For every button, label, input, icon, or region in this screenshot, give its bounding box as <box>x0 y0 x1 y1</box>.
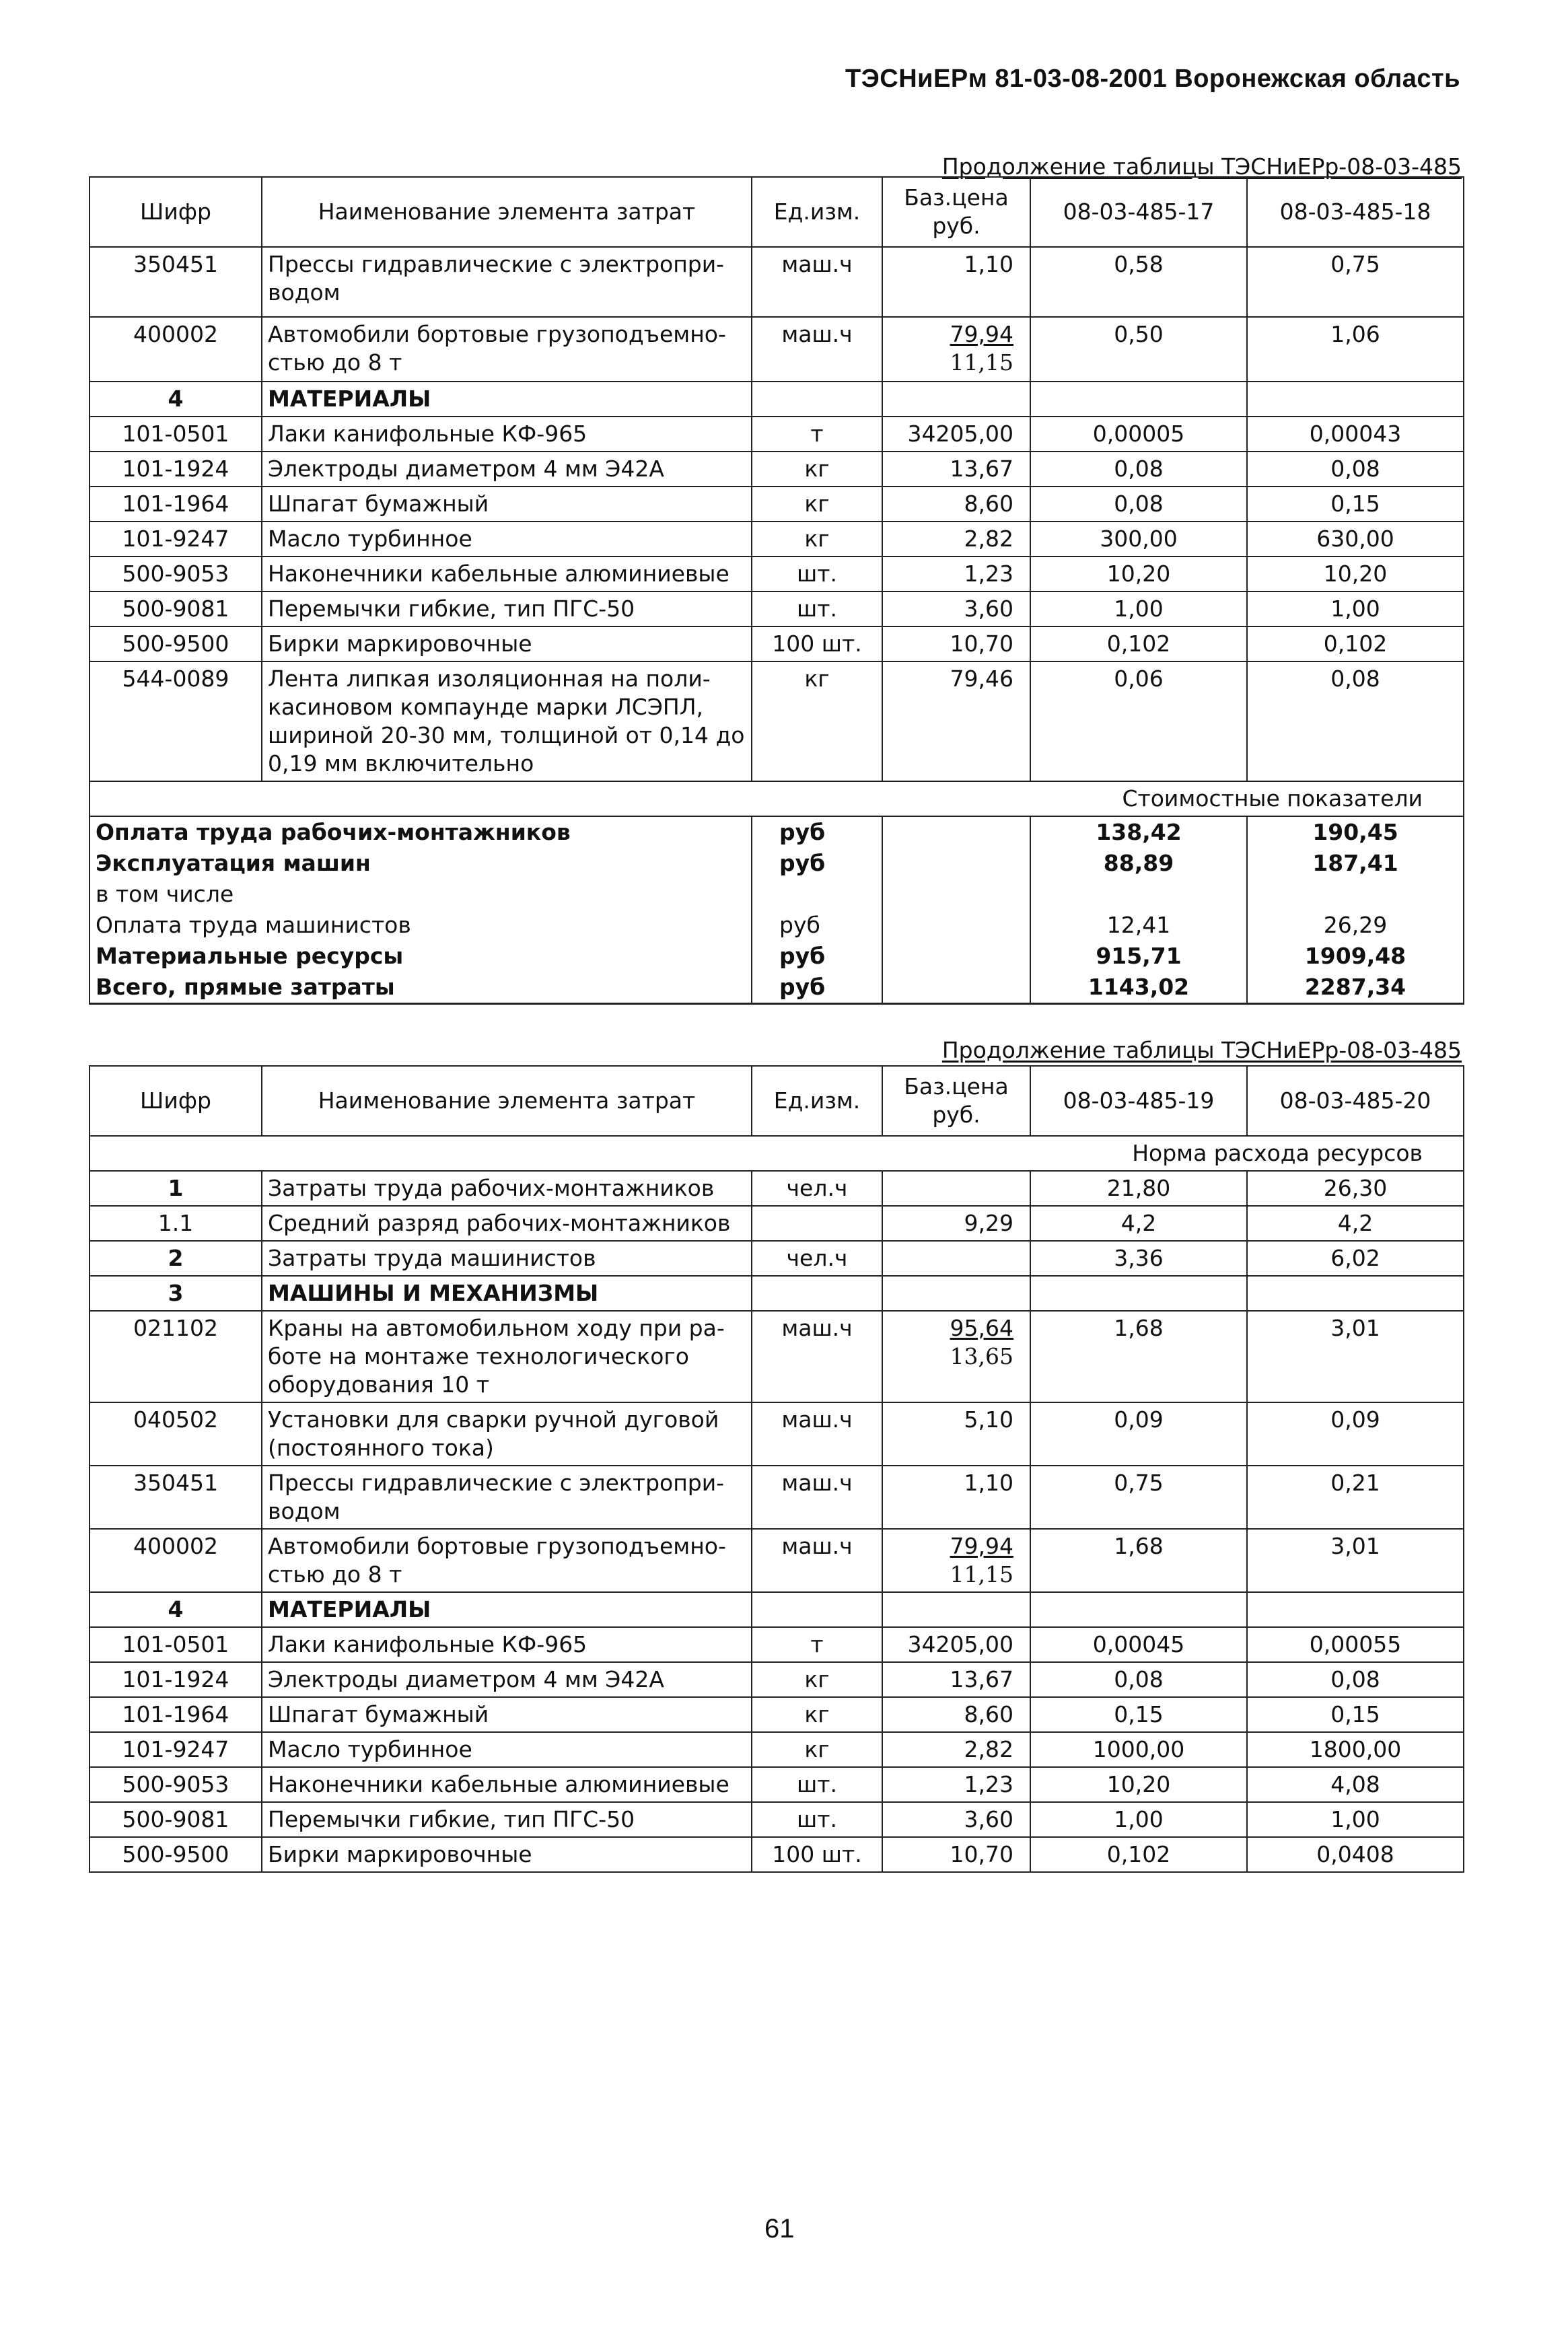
row-value-1: 1,68 <box>1030 1311 1247 1402</box>
row-name: Электроды диаметром 4 мм Э42А <box>262 1662 752 1697</box>
row-value-1: 0,50 <box>1030 317 1247 382</box>
norm-header-row <box>90 1136 1464 1171</box>
summary-value-1: 12,41 <box>1030 910 1247 941</box>
row-value-1: 0,75 <box>1030 1466 1247 1529</box>
col-header-v1: 08-03-485-19 <box>1030 1066 1247 1136</box>
row-name: Лаки канифольные КФ-965 <box>262 1627 752 1662</box>
summary-row <box>90 879 1464 910</box>
empty-cell <box>882 816 1030 848</box>
empty-cell <box>1247 382 1464 417</box>
row-value-2: 0,21 <box>1247 1466 1464 1529</box>
row-value-2: 0,15 <box>1247 487 1464 522</box>
row-value-2: 6,02 <box>1247 1241 1464 1276</box>
price-value: 79,94 <box>950 1533 1013 1559</box>
row-unit: чел.ч <box>752 1171 882 1206</box>
table-row <box>90 1802 1464 1837</box>
price-cell: 2,82 <box>882 522 1030 557</box>
row-name: Лаки канифольные КФ-965 <box>262 417 752 452</box>
row-unit: кг <box>752 661 882 781</box>
row-name: Электроды диаметром 4 мм Э42А <box>262 452 752 487</box>
empty-cell <box>752 1276 882 1311</box>
row-value-1: 0,58 <box>1030 247 1247 317</box>
price-cell <box>882 317 1030 382</box>
table1-header-row <box>90 177 1464 247</box>
row-value-2: 10,20 <box>1247 557 1464 591</box>
norm-header: Норма расхода ресурсов <box>90 1136 1464 1171</box>
col-header-unit: Ед.изм. <box>752 177 882 247</box>
row-code: 500-9500 <box>90 1837 262 1872</box>
price-cell: 34205,00 <box>882 417 1030 452</box>
row-code: 400002 <box>90 317 262 382</box>
row-name: Бирки маркировочные <box>262 1837 752 1872</box>
empty-cell <box>882 1276 1030 1311</box>
empty-cell <box>882 910 1030 941</box>
row-code: 101-1964 <box>90 487 262 522</box>
price-secondary: 11,15 <box>950 349 1013 375</box>
row-value-1: 1000,00 <box>1030 1732 1247 1767</box>
summary-unit: руб <box>752 910 882 941</box>
price-secondary: 13,65 <box>950 1343 1013 1369</box>
row-value-2: 0,00043 <box>1247 417 1464 452</box>
summary-row <box>90 972 1464 1004</box>
col-header-price: Баз.цена руб. <box>882 177 1030 247</box>
table-row <box>90 452 1464 487</box>
table-row <box>90 417 1464 452</box>
row-code: 101-1924 <box>90 1662 262 1697</box>
col-header-code: Шифр <box>90 177 262 247</box>
row-name: Автомобили бортовые грузоподъемно-стью до 8 т <box>262 1529 752 1592</box>
row-unit: т <box>752 417 882 452</box>
row-value-1: 1,68 <box>1030 1529 1247 1592</box>
row-name: Лента липкая изоляционная на поли-касиновом компаунде марки ЛСЭПЛ, шириной 20-30 мм, толщиной от 0,14 до 0,19 мм включительно <box>262 661 752 781</box>
row-name: Прессы гидравлические с электропри-водом <box>262 1466 752 1529</box>
table1-caption: Продолжение таблицы ТЭСНиЕРр-08-03-485 <box>941 153 1462 180</box>
summary-unit <box>752 879 882 910</box>
col-header-v2: 08-03-485-18 <box>1247 177 1464 247</box>
row-unit: шт. <box>752 591 882 626</box>
col-header-unit: Ед.изм. <box>752 1066 882 1136</box>
row-value-2: 0,75 <box>1247 247 1464 317</box>
row-value-1: 0,00045 <box>1030 1627 1247 1662</box>
row-value-1: 0,09 <box>1030 1402 1247 1466</box>
price-cell <box>882 1241 1030 1276</box>
row-code: 500-9053 <box>90 557 262 591</box>
summary-value-2: 26,29 <box>1247 910 1464 941</box>
row-value-1: 1,00 <box>1030 591 1247 626</box>
row-unit: кг <box>752 452 882 487</box>
section-row <box>90 1592 1464 1627</box>
table-row <box>90 522 1464 557</box>
row-code: 040502 <box>90 1402 262 1466</box>
price-cell: 79,46 <box>882 661 1030 781</box>
table2 <box>89 1065 1464 1873</box>
row-name: Прессы гидравлические с электропри-водом <box>262 247 752 317</box>
section-title: МАТЕРИАЛЫ <box>262 382 752 417</box>
col-header-name: Наименование элемента затрат <box>262 177 752 247</box>
row-name: Перемычки гибкие, тип ПГС-50 <box>262 591 752 626</box>
row-name: Масло турбинное <box>262 1732 752 1767</box>
price-cell: 1,23 <box>882 557 1030 591</box>
row-value-2: 4,08 <box>1247 1767 1464 1802</box>
summary-row <box>90 910 1464 941</box>
table-row <box>90 1206 1464 1241</box>
table-row <box>90 247 1464 317</box>
row-name: Масло турбинное <box>262 522 752 557</box>
row-value-2: 3,01 <box>1247 1529 1464 1592</box>
price-cell: 13,67 <box>882 1662 1030 1697</box>
summary-value-1: 138,42 <box>1030 816 1247 848</box>
summary-value-2 <box>1247 879 1464 910</box>
table-row <box>90 1402 1464 1466</box>
section-title: МАТЕРИАЛЫ <box>262 1592 752 1627</box>
summary-label: Оплата труда машинистов <box>90 910 752 941</box>
row-value-2: 0,08 <box>1247 1662 1464 1697</box>
row-code: 350451 <box>90 247 262 317</box>
table-row <box>90 1627 1464 1662</box>
row-unit: шт. <box>752 1802 882 1837</box>
table1 <box>89 176 1464 1005</box>
row-code: 1 <box>90 1171 262 1206</box>
section-row <box>90 382 1464 417</box>
price-cell <box>882 1311 1030 1402</box>
row-unit: маш.ч <box>752 1311 882 1402</box>
summary-row <box>90 848 1464 879</box>
table-row <box>90 1466 1464 1529</box>
summary-label: в том числе <box>90 879 752 910</box>
row-value-1: 0,06 <box>1030 661 1247 781</box>
row-unit: кг <box>752 1662 882 1697</box>
row-unit: маш.ч <box>752 317 882 382</box>
table-row <box>90 591 1464 626</box>
section-code: 3 <box>90 1276 262 1311</box>
row-unit: маш.ч <box>752 1466 882 1529</box>
table-row <box>90 557 1464 591</box>
row-value-1: 0,08 <box>1030 1662 1247 1697</box>
col-header-name: Наименование элемента затрат <box>262 1066 752 1136</box>
table-row <box>90 1311 1464 1402</box>
page-number: 61 <box>764 2214 795 2244</box>
row-name: Наконечники кабельные алюминиевые <box>262 1767 752 1802</box>
row-value-1: 0,08 <box>1030 487 1247 522</box>
price-cell: 1,23 <box>882 1767 1030 1802</box>
price-cell: 5,10 <box>882 1402 1030 1466</box>
section-code: 4 <box>90 382 262 417</box>
row-value-2: 1,06 <box>1247 317 1464 382</box>
row-value-2: 0,09 <box>1247 1402 1464 1466</box>
row-value-1: 0,102 <box>1030 626 1247 661</box>
row-value-2: 0,00055 <box>1247 1627 1464 1662</box>
row-value-2: 630,00 <box>1247 522 1464 557</box>
summary-value-1 <box>1030 879 1247 910</box>
row-code: 500-9500 <box>90 626 262 661</box>
row-code: 021102 <box>90 1311 262 1402</box>
row-unit: 100 шт. <box>752 626 882 661</box>
price-cell: 34205,00 <box>882 1627 1030 1662</box>
row-unit: кг <box>752 1697 882 1732</box>
row-value-1: 3,36 <box>1030 1241 1247 1276</box>
price-cell <box>882 1171 1030 1206</box>
row-unit: т <box>752 1627 882 1662</box>
row-code: 500-9081 <box>90 1802 262 1837</box>
row-code: 101-0501 <box>90 417 262 452</box>
summary-unit: руб <box>752 941 882 972</box>
row-code: 500-9053 <box>90 1767 262 1802</box>
row-value-1: 300,00 <box>1030 522 1247 557</box>
table2-caption: Продолжение таблицы ТЭСНиЕРр-08-03-485 <box>941 1037 1462 1063</box>
row-value-2: 1800,00 <box>1247 1732 1464 1767</box>
summary-value-2: 1909,48 <box>1247 941 1464 972</box>
empty-cell <box>882 382 1030 417</box>
table-row <box>90 1732 1464 1767</box>
row-name: Установки для сварки ручной дуговой (постоянного тока) <box>262 1402 752 1466</box>
empty-cell <box>1247 1276 1464 1311</box>
price-cell <box>882 1529 1030 1592</box>
price-value: 95,64 <box>950 1315 1013 1341</box>
row-name: Затраты труда рабочих-монтажников <box>262 1171 752 1206</box>
row-code: 101-9247 <box>90 1732 262 1767</box>
row-name: Бирки маркировочные <box>262 626 752 661</box>
row-unit: чел.ч <box>752 1241 882 1276</box>
document-title: ТЭСНиЕРм 81-03-08-2001 Воронежская область <box>845 65 1460 93</box>
row-unit <box>752 1206 882 1241</box>
row-value-1: 10,20 <box>1030 1767 1247 1802</box>
summary-unit: руб <box>752 848 882 879</box>
empty-cell <box>1030 382 1247 417</box>
summary-unit: руб <box>752 972 882 1004</box>
col-header-v1: 08-03-485-17 <box>1030 177 1247 247</box>
summary-row <box>90 941 1464 972</box>
row-value-1: 21,80 <box>1030 1171 1247 1206</box>
summary-value-2: 187,41 <box>1247 848 1464 879</box>
row-code: 400002 <box>90 1529 262 1592</box>
row-code: 101-9247 <box>90 522 262 557</box>
cost-header-row <box>90 781 1464 816</box>
summary-value-1: 1143,02 <box>1030 972 1247 1004</box>
table-row <box>90 317 1464 382</box>
table-row <box>90 1171 1464 1206</box>
price-cell: 9,29 <box>882 1206 1030 1241</box>
table-row <box>90 1767 1464 1802</box>
row-value-2: 0,102 <box>1247 626 1464 661</box>
col-header-price: Баз.цена руб. <box>882 1066 1030 1136</box>
price-value: 79,94 <box>950 321 1013 347</box>
table-row <box>90 1837 1464 1872</box>
price-cell: 2,82 <box>882 1732 1030 1767</box>
row-code: 1.1 <box>90 1206 262 1241</box>
row-name: Средний разряд рабочих-монтажников <box>262 1206 752 1241</box>
row-value-2: 0,15 <box>1247 1697 1464 1732</box>
table-row <box>90 626 1464 661</box>
empty-cell <box>882 1592 1030 1627</box>
price-cell: 10,70 <box>882 626 1030 661</box>
row-unit: шт. <box>752 1767 882 1802</box>
row-value-2: 1,00 <box>1247 1802 1464 1837</box>
summary-value-2: 2287,34 <box>1247 972 1464 1004</box>
col-header-v2: 08-03-485-20 <box>1247 1066 1464 1136</box>
row-unit: маш.ч <box>752 1529 882 1592</box>
summary-unit: руб <box>752 816 882 848</box>
row-name: Затраты труда машинистов <box>262 1241 752 1276</box>
empty-cell <box>1247 1592 1464 1627</box>
row-name: Шпагат бумажный <box>262 487 752 522</box>
row-value-2: 3,01 <box>1247 1311 1464 1402</box>
summary-label: Материальные ресурсы <box>90 941 752 972</box>
table2-header-row <box>90 1066 1464 1136</box>
row-code: 101-1924 <box>90 452 262 487</box>
row-name: Наконечники кабельные алюминиевые <box>262 557 752 591</box>
row-value-2: 0,0408 <box>1247 1837 1464 1872</box>
row-value-2: 0,08 <box>1247 661 1464 781</box>
row-name: Краны на автомобильном ходу при ра-боте на монтаже технологического оборудования 10 т <box>262 1311 752 1402</box>
row-name: Перемычки гибкие, тип ПГС-50 <box>262 1802 752 1837</box>
summary-value-2: 190,45 <box>1247 816 1464 848</box>
section-code: 4 <box>90 1592 262 1627</box>
row-unit: шт. <box>752 557 882 591</box>
row-unit: кг <box>752 1732 882 1767</box>
price-cell: 3,60 <box>882 591 1030 626</box>
summary-label: Эксплуатация машин <box>90 848 752 879</box>
price-cell: 10,70 <box>882 1837 1030 1872</box>
row-value-1: 0,00005 <box>1030 417 1247 452</box>
price-cell: 8,60 <box>882 487 1030 522</box>
price-cell: 3,60 <box>882 1802 1030 1837</box>
table-row <box>90 1697 1464 1732</box>
empty-cell <box>882 972 1030 1004</box>
price-cell: 1,10 <box>882 247 1030 317</box>
row-value-1: 4,2 <box>1030 1206 1247 1241</box>
row-code: 2 <box>90 1241 262 1276</box>
row-code: 500-9081 <box>90 591 262 626</box>
table-row <box>90 1241 1464 1276</box>
summary-value-1: 915,71 <box>1030 941 1247 972</box>
row-value-1: 10,20 <box>1030 557 1247 591</box>
table-row <box>90 1662 1464 1697</box>
row-value-1: 1,00 <box>1030 1802 1247 1837</box>
row-name: Шпагат бумажный <box>262 1697 752 1732</box>
row-unit: маш.ч <box>752 247 882 317</box>
row-name: Автомобили бортовые грузоподъемно-стью до 8 т <box>262 317 752 382</box>
summary-value-1: 88,89 <box>1030 848 1247 879</box>
row-value-1: 0,08 <box>1030 452 1247 487</box>
empty-cell <box>882 941 1030 972</box>
price-cell: 8,60 <box>882 1697 1030 1732</box>
price-cell: 13,67 <box>882 452 1030 487</box>
row-code: 350451 <box>90 1466 262 1529</box>
row-unit: маш.ч <box>752 1402 882 1466</box>
row-value-2: 1,00 <box>1247 591 1464 626</box>
section-title: МАШИНЫ И МЕХАНИЗМЫ <box>262 1276 752 1311</box>
row-code: 544-0089 <box>90 661 262 781</box>
summary-row <box>90 816 1464 848</box>
empty-cell <box>752 1592 882 1627</box>
row-unit: кг <box>752 487 882 522</box>
price-secondary: 11,15 <box>950 1561 1013 1587</box>
cost-header: Стоимостные показатели <box>90 781 1464 816</box>
row-value-1: 0,102 <box>1030 1837 1247 1872</box>
empty-cell <box>1030 1592 1247 1627</box>
summary-label: Всего, прямые затраты <box>90 972 752 1004</box>
empty-cell <box>882 879 1030 910</box>
row-value-2: 4,2 <box>1247 1206 1464 1241</box>
row-code: 101-0501 <box>90 1627 262 1662</box>
table-row <box>90 661 1464 781</box>
row-unit: 100 шт. <box>752 1837 882 1872</box>
row-value-2: 0,08 <box>1247 452 1464 487</box>
row-code: 101-1964 <box>90 1697 262 1732</box>
col-header-code: Шифр <box>90 1066 262 1136</box>
table-row <box>90 487 1464 522</box>
row-value-1: 0,15 <box>1030 1697 1247 1732</box>
empty-cell <box>752 382 882 417</box>
price-cell: 1,10 <box>882 1466 1030 1529</box>
row-unit: кг <box>752 522 882 557</box>
table-row <box>90 1529 1464 1592</box>
empty-cell <box>1030 1276 1247 1311</box>
row-value-2: 26,30 <box>1247 1171 1464 1206</box>
summary-label: Оплата труда рабочих-монтажников <box>90 816 752 848</box>
empty-cell <box>882 848 1030 879</box>
section-row <box>90 1276 1464 1311</box>
